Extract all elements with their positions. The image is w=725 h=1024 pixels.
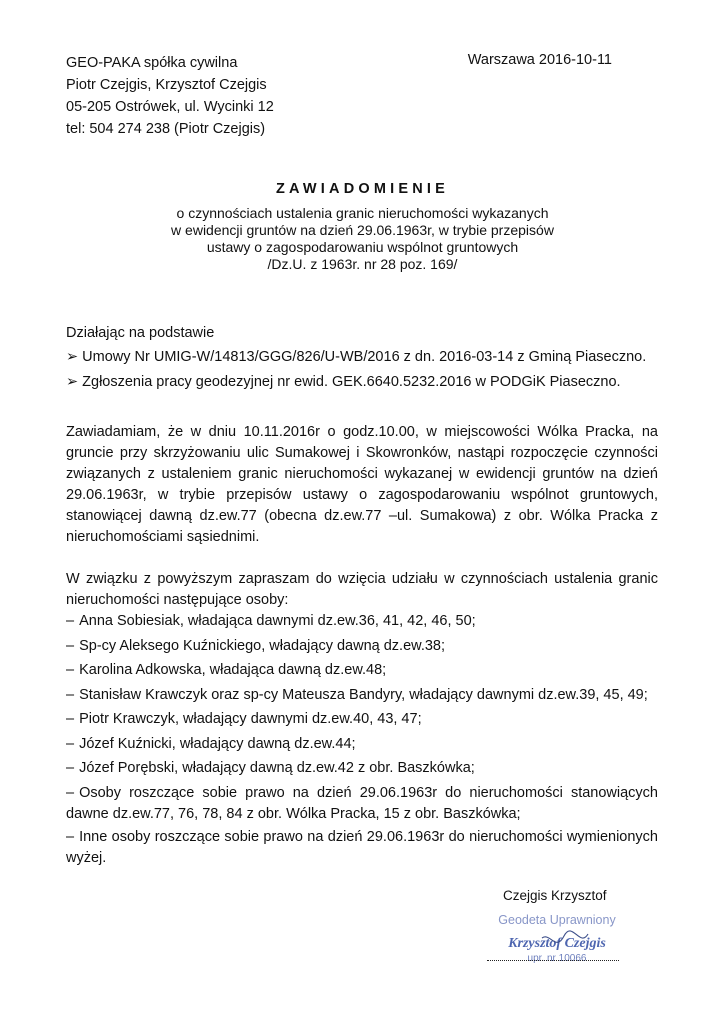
person-text: Karolina Adkowska, władająca dawną dz.ew.48; <box>79 662 387 678</box>
person-item <box>66 783 658 825</box>
sender-phone: tel: 504 274 238 (Piotr Czejgis) <box>66 121 266 137</box>
basis-item <box>66 372 658 393</box>
person-text: Inne osoby roszczące sobie prawo na dzień 29.06.1963r do nieruchomości wymienionych wyżej. <box>66 829 658 866</box>
stamp-line2: Krzysztof Czejgis <box>508 936 606 951</box>
dash-bullet-icon: – <box>66 687 75 703</box>
person-text: Anna Sobiesiak, władająca dawnymi dz.ew.36, 41, 42, 46, 50; <box>79 613 476 629</box>
dash-bullet-icon: – <box>66 662 75 678</box>
basis-item-text: Umowy Nr UMIG-W/14813/GGG/826/U-WB/2016 z dn. 2016-03-14 z Gminą Piaseczno. <box>82 349 647 365</box>
surveyor-stamp <box>484 908 630 968</box>
stamp-line1: Geodeta Uprawniony <box>498 913 616 927</box>
dash-bullet-icon: – <box>66 638 75 654</box>
signer-name: Czejgis Krzysztof <box>503 888 607 903</box>
person-item <box>66 660 658 681</box>
sender-address: 05-205 Ostrówek, ul. Wycinki 12 <box>66 99 274 115</box>
notice-paragraph: Zawiadamiam, że w dniu 10.11.2016r o godz.10.00, w miejscowości Wólka Pracka, na gruncie przy skrzyżowaniu ulic Sumakowej i Skowronków, nastąpi rozpoczęcie czynności związanych z ustaleniem granic nieruchomości wykazanej w ewidencji gruntów na dzień 29.06.1963r, w trybie przepisów ustawy o zagospodarowaniu wspólnot gruntowych, stanowiącej dawną dz.ew.77 (obecna dz.ew.77 –ul. Sumakowa) z obr. Wólka Pracka z nieruchomościami sąsiednimi. <box>66 424 658 545</box>
subtitle-line: o czynnościach ustalenia granic nieruchomości wykazanych <box>176 205 549 221</box>
signature-dotted-line <box>487 960 619 961</box>
person-item <box>66 636 658 657</box>
person-item <box>66 611 658 632</box>
invite-paragraph: W związku z powyższym zapraszam do wzięcia udziału w czynnościach ustalenia granic nieruchomości następujące osoby: <box>66 571 658 608</box>
person-text: Józef Porębski, władający dawną dz.ew.42 z obr. Baszkówka; <box>79 760 475 776</box>
basis-item-text: Zgłoszenia pracy geodezyjnej nr ewid. GEK.6640.5232.2016 w PODGiK Piaseczno. <box>82 374 621 390</box>
dash-bullet-icon: – <box>66 711 75 727</box>
dash-bullet-icon: – <box>66 760 75 776</box>
basis-item <box>66 347 658 368</box>
dash-bullet-icon: – <box>66 785 75 801</box>
person-item <box>66 827 658 869</box>
sender-company: GEO-PAKA spółka cywilna <box>66 55 238 71</box>
person-item <box>66 709 658 730</box>
dash-bullet-icon: – <box>66 829 75 845</box>
document-title: ZAWIADOMIENIE <box>275 181 449 197</box>
arrow-bullet-icon: ➢ <box>66 349 79 365</box>
dash-bullet-icon: – <box>66 736 75 752</box>
basis-intro: Działając na podstawie <box>66 325 215 341</box>
person-text: Józef Kuźnicki, władający dawną dz.ew.44; <box>79 736 356 752</box>
arrow-bullet-icon: ➢ <box>66 374 79 390</box>
person-item <box>66 758 658 779</box>
stamp-line3: upr. nr 10066 <box>527 953 587 964</box>
person-text: Sp-cy Aleksego Kuźnickiego, władający dawną dz.ew.38; <box>79 638 446 654</box>
subtitle-line: ustawy o zagospodarowaniu wspólnot gruntowych <box>206 239 519 255</box>
person-text: Stanisław Krawczyk oraz sp-cy Mateusza Bandyry, władający dawnymi dz.ew.39, 45, 49; <box>79 687 648 703</box>
dash-bullet-icon: – <box>66 613 75 629</box>
person-item <box>66 734 658 755</box>
place-date: Warszawa 2016-10-11 <box>467 52 612 68</box>
subtitle-line: /Dz.U. z 1963r. nr 28 poz. 169/ <box>267 256 458 272</box>
person-item <box>66 685 658 706</box>
subtitle-line: w ewidencji gruntów na dzień 29.06.1963r, w trybie przepisów <box>171 222 554 238</box>
person-text: Osoby roszczące sobie prawo na dzień 29.06.1963r do nieruchomości stanowiących dawne dz.ew.77, 76, 78, 84 z obr. Wólka Pracka, 15 z obr. Baszkówka; <box>66 785 658 822</box>
sender-owners: Piotr Czejgis, Krzysztof Czejgis <box>66 77 267 93</box>
person-text: Piotr Krawczyk, władający dawnymi dz.ew.40, 43, 47; <box>79 711 422 727</box>
